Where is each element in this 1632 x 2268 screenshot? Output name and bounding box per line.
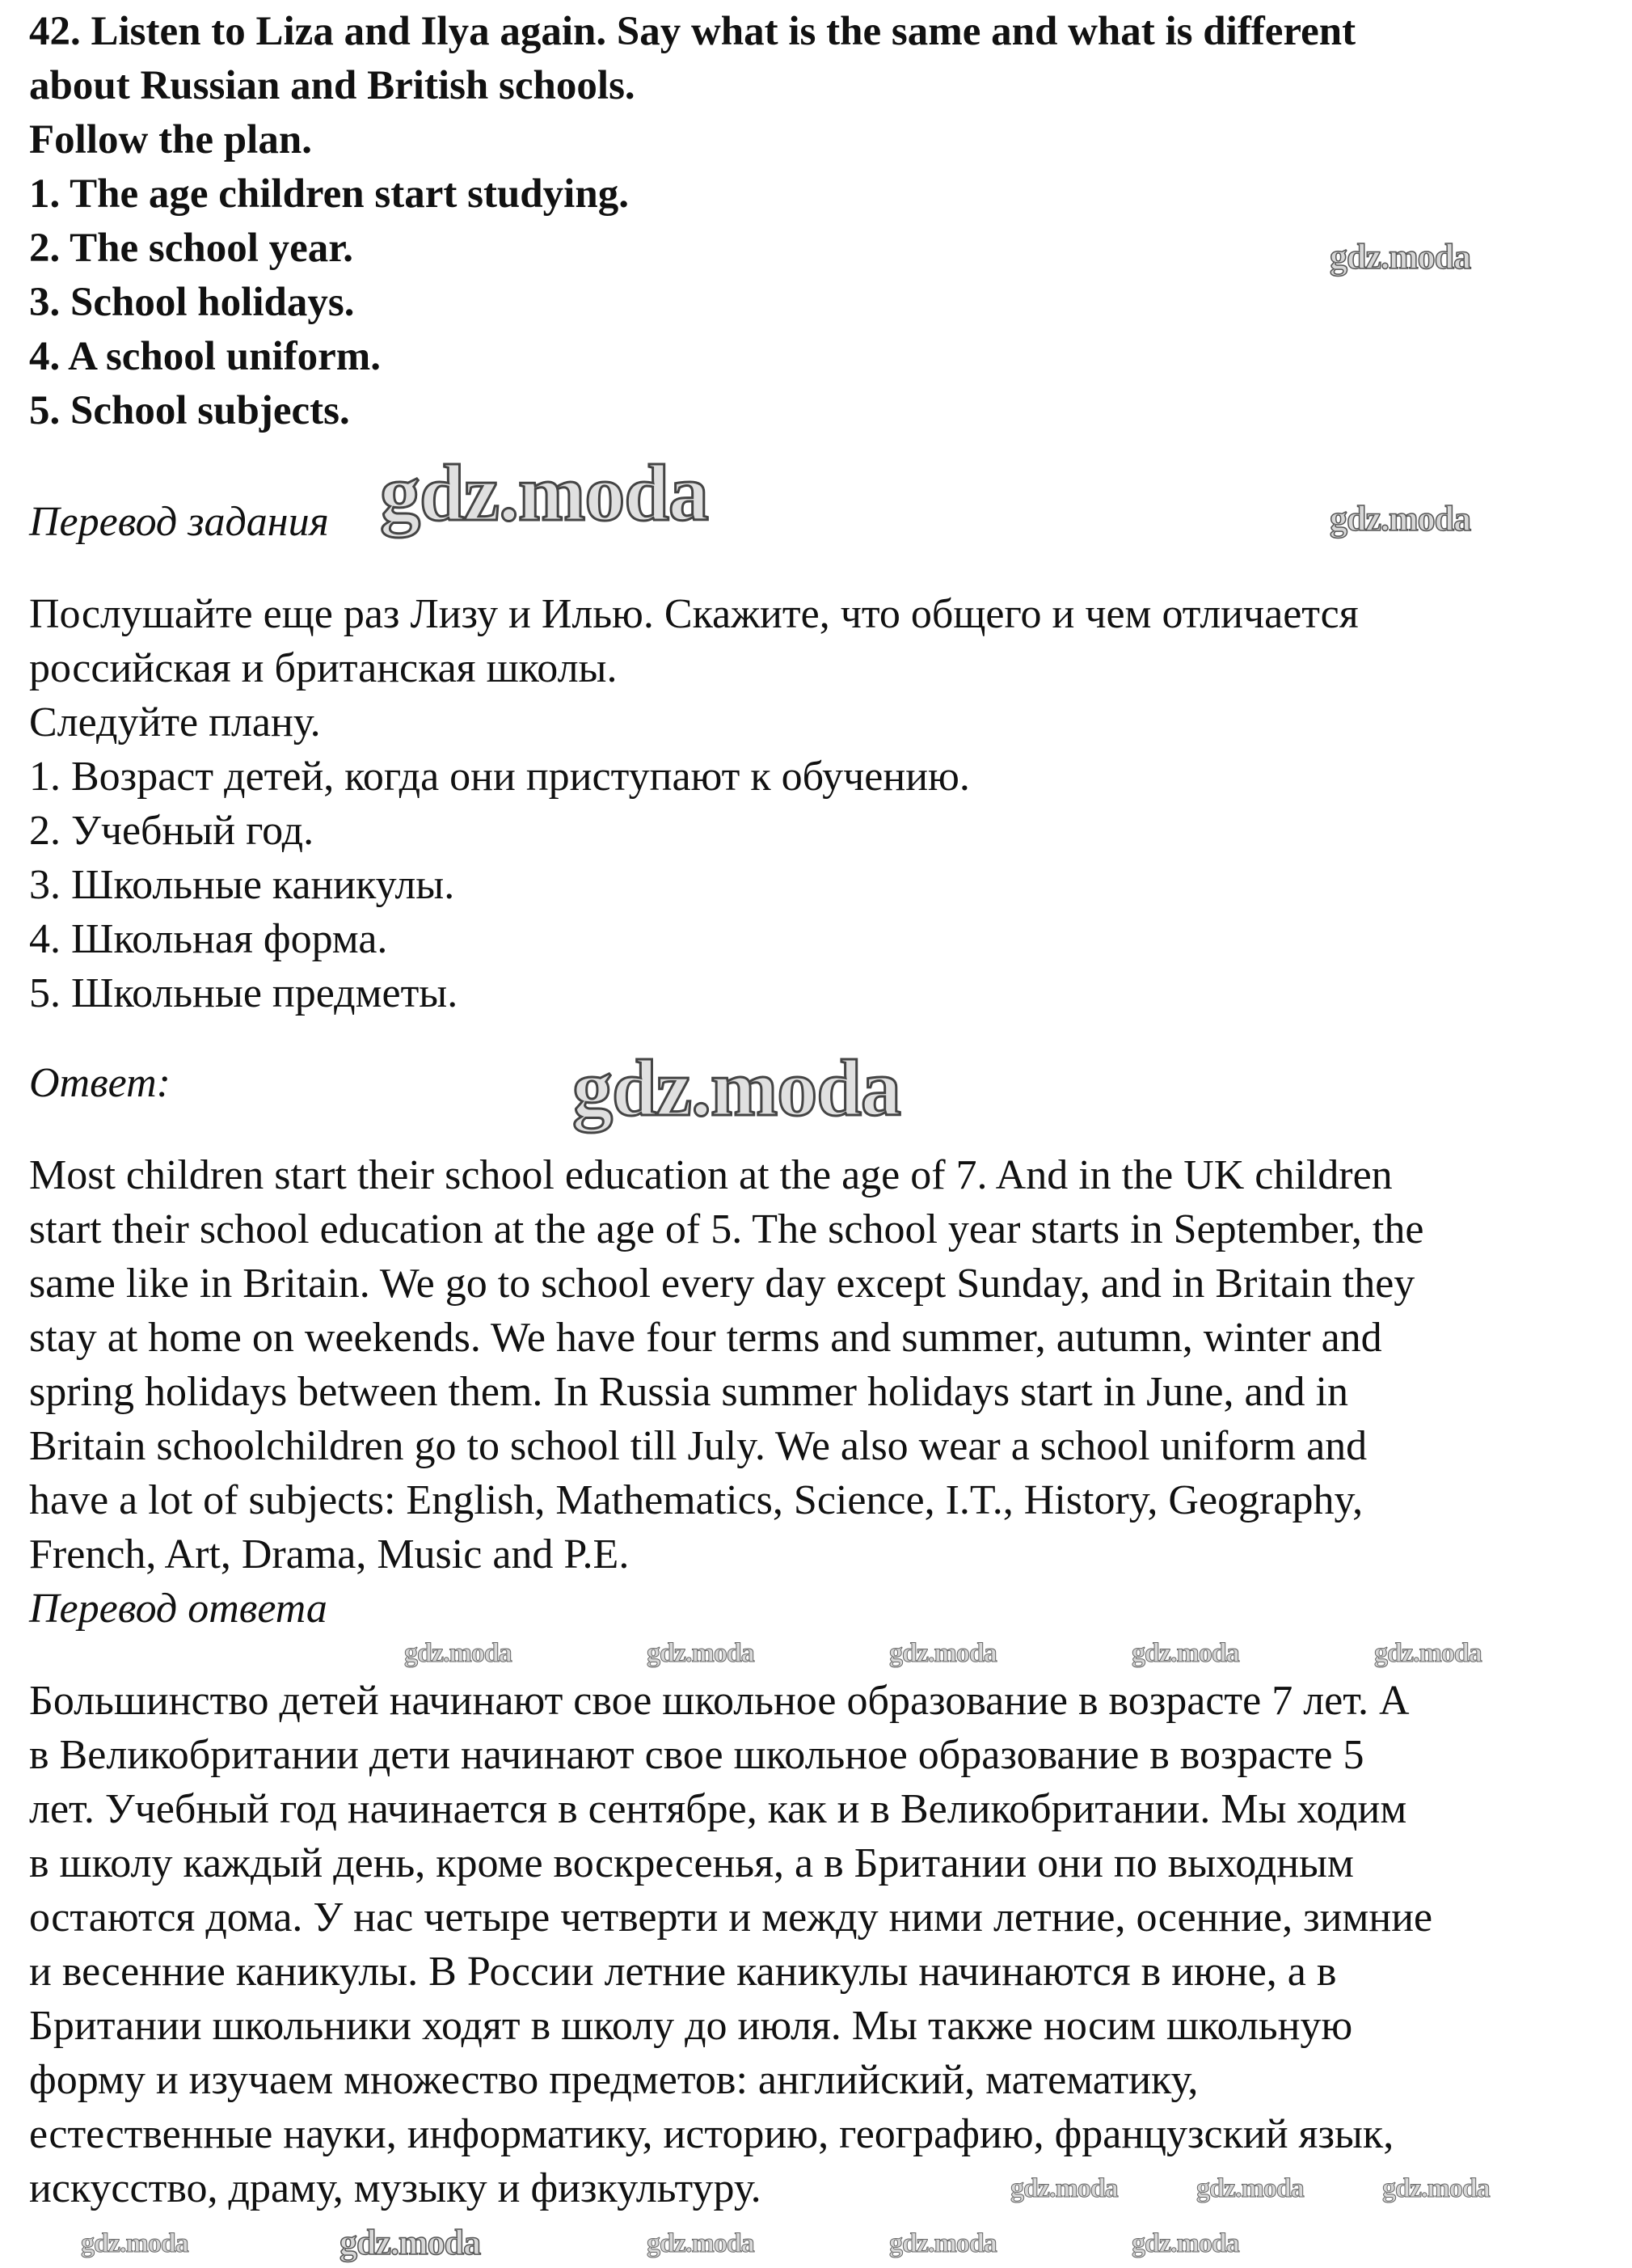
text-line: 1. Возраст детей, когда они приступают к обучению. <box>29 754 970 800</box>
text-line: spring holidays between them. In Russia summer holidays start in June, and in <box>29 1369 1348 1415</box>
watermark: gdz.moda <box>889 2228 997 2258</box>
watermark: gdz.moda <box>339 2223 481 2262</box>
text-line: Most children start their school education at the age of 7. And in the UK children <box>29 1152 1393 1198</box>
text-line: Следуйте плану. <box>29 699 321 745</box>
watermark: gdz.moda <box>572 1043 900 1133</box>
answer-translation-heading <box>29 1582 1613 1636</box>
watermark: gdz.moda <box>1382 2173 1490 2203</box>
answer-text <box>29 1148 1613 1582</box>
text-line: same like in Britain. We go to school every day except Sunday, and in Britain they <box>29 1261 1415 1307</box>
watermark: gdz.moda <box>647 1638 754 1668</box>
text-line: форму и изучаем множество предметов: английский, математику, <box>29 2057 1199 2103</box>
watermark: gdz.moda <box>404 1638 512 1668</box>
text-line: искусство, драму, музыку и физкультуру. <box>29 2165 761 2211</box>
text-line: Follow the plan. <box>29 117 312 163</box>
answer-translation-text <box>29 1674 1613 2215</box>
watermark: gdz.moda <box>1330 499 1471 538</box>
watermark: gdz.moda <box>380 448 708 538</box>
watermark: gdz.moda <box>1330 237 1471 277</box>
text-line: Большинство детей начинают свое школьное образование в возрасте 7 лет. А <box>29 1678 1410 1724</box>
text-line: 2. The school year. <box>29 226 353 271</box>
watermark: gdz.moda <box>1374 1638 1482 1668</box>
text-line: естественные науки, информатику, историю, географию, французский язык, <box>29 2111 1394 2157</box>
text-line: и весенние каникулы. В России летние каникулы начинаются в июне, а в <box>29 1949 1337 1995</box>
watermark: gdz.moda <box>1132 1638 1239 1668</box>
text-line: start their school education at the age of 5. The school year starts in September, the <box>29 1206 1424 1252</box>
watermark: gdz.moda <box>889 1638 997 1668</box>
heading-text: Ответ: <box>29 1060 171 1106</box>
text-line: about Russian and British schools. <box>29 63 635 108</box>
text-line: Британии школьники ходят в школу до июля. Мы также носим школьную <box>29 2003 1353 2049</box>
text-line: have a lot of subjects: English, Mathematics, Science, I.T., History, Geography, <box>29 1477 1364 1523</box>
text-line: Послушайте еще раз Лизу и Илью. Скажите, что общего и чем отличается <box>29 591 1359 637</box>
text-line: остаются дома. У нас четыре четверти и между ними летние, осенние, зимние <box>29 1894 1433 1941</box>
text-line: 1. The age children start studying. <box>29 171 629 217</box>
text-line: 42. Listen to Liza and Ilya again. Say what is the same and what is different <box>29 9 1356 54</box>
text-line: Britain schoolchildren go to school till July. We also wear a school uniform and <box>29 1423 1368 1469</box>
text-line: 3. Школьные каникулы. <box>29 862 455 908</box>
heading-text: Перевод ответа <box>29 1586 327 1632</box>
text-line: лет. Учебный год начинается в сентябре, как и в Великобритании. Мы ходим <box>29 1786 1407 1832</box>
watermark: gdz.moda <box>81 2228 188 2258</box>
text-line: 4. A school uniform. <box>29 334 381 379</box>
watermark: gdz.moda <box>1010 2173 1118 2203</box>
text-line: stay at home on weekends. We have four terms and summer, autumn, winter and <box>29 1315 1382 1361</box>
text-line: 3. School holidays. <box>29 280 355 325</box>
text-line: 4. Школьная форма. <box>29 916 388 962</box>
watermark: gdz.moda <box>1196 2173 1304 2203</box>
heading-text: Перевод задания <box>29 499 329 545</box>
watermark: gdz.moda <box>1132 2228 1239 2258</box>
text-line: российская и британская школы. <box>29 645 618 691</box>
task-translation-text <box>29 587 1613 1020</box>
text-line: 2. Учебный год. <box>29 808 314 854</box>
text-line: в школу каждый день, кроме воскресенья, а в Британии они по выходным <box>29 1840 1354 1886</box>
text-line: 5. Школьные предметы. <box>29 970 458 1016</box>
text-line: в Великобритании дети начинают свое школьное образование в возрасте 5 <box>29 1732 1364 1778</box>
text-line: 5. School subjects. <box>29 388 350 433</box>
text-line: French, Art, Drama, Music and P.E. <box>29 1531 630 1577</box>
task-text <box>29 5 1613 438</box>
watermark: gdz.moda <box>647 2228 754 2258</box>
